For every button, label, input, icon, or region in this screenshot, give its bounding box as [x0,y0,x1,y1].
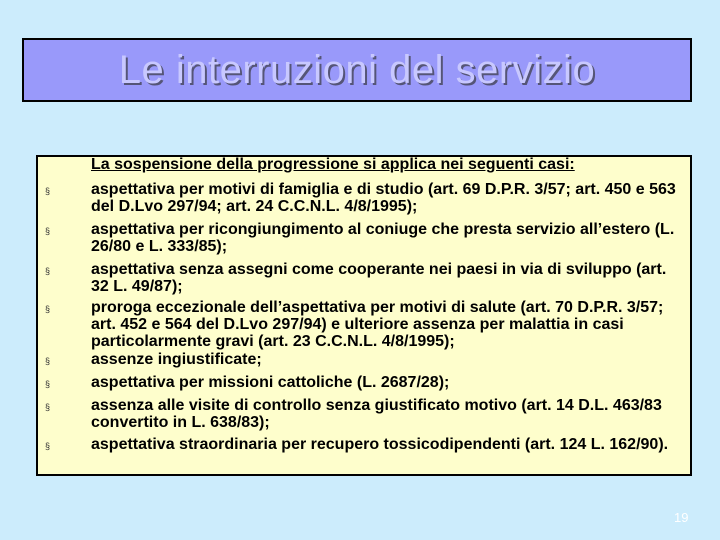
bullet-icon: § [45,266,51,276]
list-item: aspettativa per motivi di famiglia e di studio (art. 69 D.P.R. 3/57; art. 450 e 563 del D.Lvo 297/94; art. 24 C.C.N.L. 4/8/1995); [91,181,676,215]
bullet-icon: § [45,441,51,451]
list-item: aspettativa per missioni cattoliche (L. 2687/28); [91,374,450,391]
list-item: assenze ingiustificate; [91,351,262,368]
title-box [22,38,692,102]
page-number: 19 [674,510,689,525]
bullet-icon: § [45,356,51,366]
list-item: aspettativa per ricongiungimento al coniuge che presta servizio all’estero (L. 26/80 e L. 333/85); [91,221,675,255]
bullet-icon: § [45,186,51,196]
bullet-icon: § [45,304,51,314]
slide-title: Le interruzioni del servizio [118,47,596,92]
bullet-icon: § [45,402,51,412]
bullet-icon: § [45,226,51,236]
list-item: proroga eccezionale dell’aspettativa per motivi di salute (art. 70 D.P.R. 3/57; art. 452 e 564 del D.Lvo 297/94) e ulteriore assenza per malattia in casi particolarmente gravi (art. 23 C.C.N.L. 4/8/1995); [91,299,664,350]
bullet-icon: § [45,379,51,389]
list-item: aspettativa straordinaria per recupero tossicodipendenti (art. 124 L. 162/90). [91,436,669,453]
list-item: aspettativa senza assegni come cooperante nei paesi in via di sviluppo (art. 32 L. 49/87); [91,261,667,295]
list-heading: La sospensione della progressione si applica nei seguenti casi: [91,156,575,173]
list-item: assenza alle visite di controllo senza giustificato motivo (art. 14 D.L. 463/83 convertito in L. 638/83); [91,397,662,431]
content-box [36,155,692,476]
